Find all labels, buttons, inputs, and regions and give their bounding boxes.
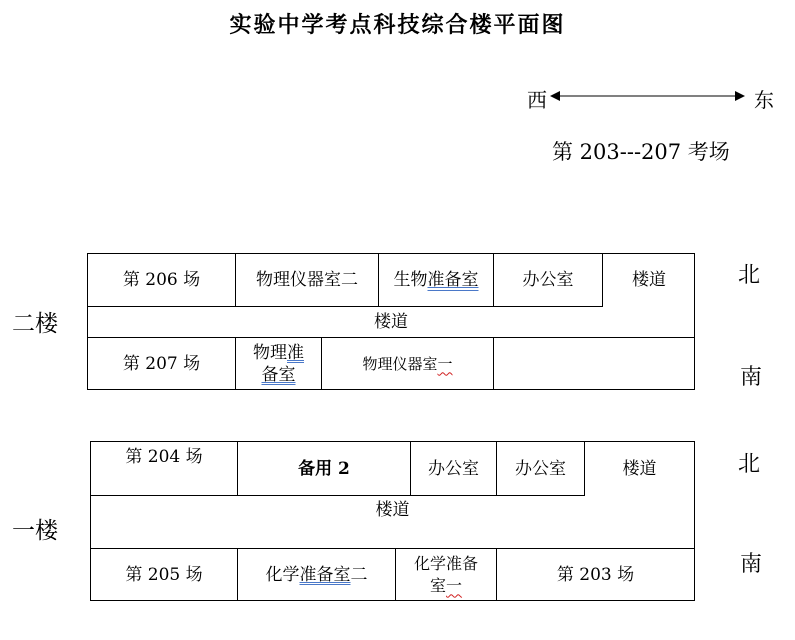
floor1-office-1: 办公室 — [428, 458, 479, 479]
room-203: 第 203 场 — [556, 564, 635, 585]
biology-prep-room: 生物 准备室 — [393, 270, 479, 290]
chemistry-prep-room-1: 化学准备 室一 — [413, 553, 478, 595]
physics-instrument-room-1: 物理仪器室 一 — [362, 354, 453, 373]
spare-room-2: 备用 2 — [298, 458, 350, 479]
floor2-plan — [87, 253, 695, 390]
floor1-office-2: 办公室 — [515, 458, 566, 479]
physics-instrument-room-2: 物理仪器室二 — [256, 270, 358, 290]
floor2-office: 办公室 — [522, 270, 574, 290]
floor1-north-label: 北 — [738, 452, 761, 477]
physics-prep-room: 物理准 备室 — [253, 342, 304, 385]
room-205: 第 205 场 — [125, 564, 203, 585]
west-east-arrow-icon — [550, 89, 745, 103]
floor2-stairwell: 楼道 — [632, 270, 666, 290]
chemistry-prep-room-2: 化学 准备室 二 — [265, 564, 368, 585]
floor2-empty-room — [494, 338, 694, 389]
west-label: 西 — [527, 88, 547, 112]
floor2-south-label: 南 — [740, 365, 763, 390]
floor1-plan — [90, 441, 695, 601]
exam-room-range: 第 203---207 考场 — [552, 140, 730, 164]
floor2-north-label: 北 — [738, 263, 761, 288]
floor1-label: 一楼 — [12, 518, 58, 544]
room-207: 第 207 场 — [122, 353, 201, 374]
floor1-south-label: 南 — [740, 552, 763, 577]
floor1-stairwell: 楼道 — [622, 458, 657, 479]
floor2-corridor: 楼道 — [374, 312, 408, 332]
room-206: 第 206 场 — [122, 270, 201, 290]
room-204: 第 204 场 — [125, 447, 203, 467]
floor2-label: 二楼 — [12, 311, 58, 337]
east-label: 东 — [754, 88, 774, 112]
floor1-corridor: 楼道 — [375, 500, 410, 520]
page-title: 实验中学考点科技综合楼平面图 — [229, 13, 566, 38]
